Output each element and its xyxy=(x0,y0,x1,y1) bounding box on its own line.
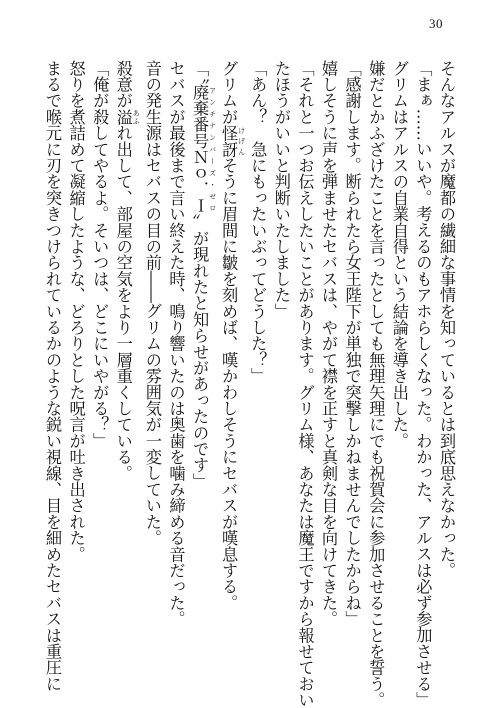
text-line: グリムはアルスの自業自得という結論を導き出した。 xyxy=(389,60,409,449)
text-line: 「〝廃棄番号Ｎｏ．Ｉ アンチナンバーズ・ゼロ〟が現れたと知らせがあったのです」 xyxy=(190,60,217,490)
text-line: たほうがいいと判断いたしました」 xyxy=(271,60,291,320)
text-line: 嬉しそうに声を弾ませたセバスは、やがて襟を正すと真剣な目を向けてきた。 xyxy=(319,60,339,627)
text-line: そんなアルスが魔都の繊細な事情を知っているとは到底思えなかった。 xyxy=(437,60,456,579)
ruby-annotation: 怪訝 けげん xyxy=(219,124,246,158)
text-line: 「まぁ……いいや。考えるのもアホらしくなった。わかった、アルスは必ず参加させる」 xyxy=(413,60,433,708)
ruby-annotation: 溢 あふ xyxy=(113,108,141,125)
text-line: 殺意が溢 あふれ出して、部屋の空気をより一層重くしている。 xyxy=(113,60,141,482)
text-line: まるで喉元に刃を突きつけられているかのような鋭い視線、目を細めたセバスは重圧に xyxy=(43,60,62,692)
text-line: 怒りを煮詰めて凝縮したような、どろりとした呪言が吐き出された。 xyxy=(66,60,86,563)
text-line: 「あん？ 急にもったいぶってどうした？」 xyxy=(248,60,268,384)
text-line: 「それと一つお伝えしたいことがあります。グリム様、あなたは魔王ですから報せておい xyxy=(295,60,315,708)
ruby-annotation: 廃棄番号Ｎｏ．Ｉ アンチナンバーズ・ゼロ xyxy=(190,84,217,214)
text-line: グリムが怪訝 けげんそうに眉間に皺を刻めば、嘆かわしそうにセバスが嘆息する。 xyxy=(219,60,246,611)
text-line: 「感謝します。断られたら女王陛下が単独で突撃しかねませんでしたからね」 xyxy=(342,60,362,627)
page-number: 30 xyxy=(429,16,443,31)
body-text xyxy=(40,60,458,708)
text-line: 嫌だとかふざけたことを言ったとしても無理矢理にでも祝賀会に参加させることを誓う。 xyxy=(366,60,386,708)
text-line: 「俺が殺してやるよ。そいつは、どこにいやがる？」 xyxy=(90,60,110,449)
text-line: セバスが最後まで言い終えた時、鳴り響いたのは奥歯を噛み締める音だった。 xyxy=(166,60,186,627)
text-line: 音の発生源はセバスの目の前――グリムの雰囲気が一変していた。 xyxy=(142,60,162,546)
